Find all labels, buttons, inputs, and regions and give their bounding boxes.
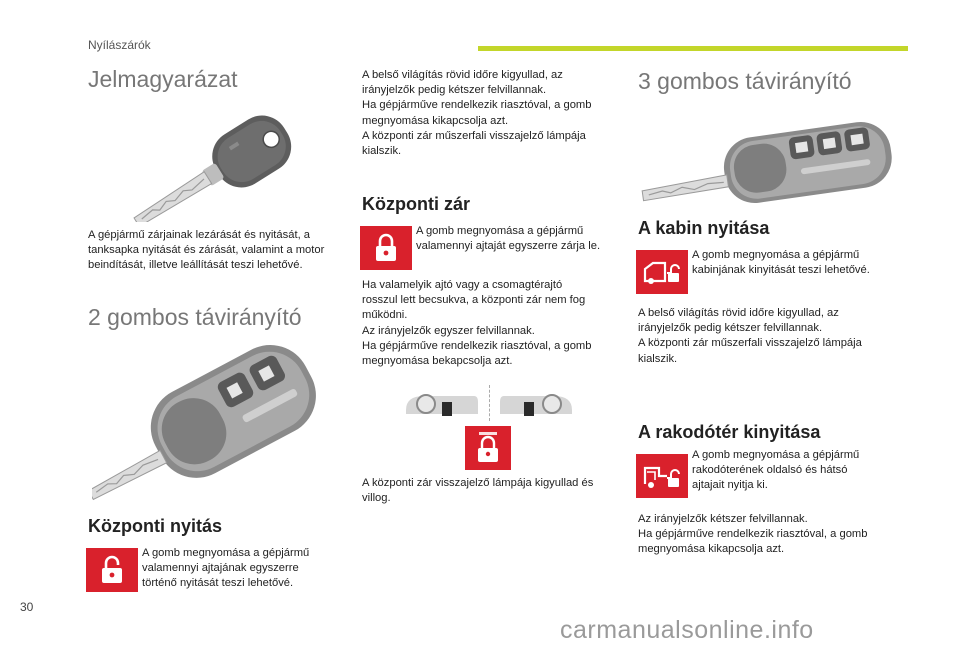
cab-unlock-description: A gomb megnyomása a gépjármű kabinjának kinyitását teszi lehetővé.: [692, 249, 870, 277]
cargo-unlock-icon: [636, 454, 688, 498]
unlock-description: A gomb megnyomása a gépjármű valamennyi ajtajának egyszerre történő nyitását teszi lehetővé.: [142, 547, 310, 590]
lock-detail-text: Ha valamelyik ajtó vagy a csomagtérajtó rosszul lett becsukva, a központi zár nem fog működni. Az irányjelzők egyszer felvillannak. Ha gépjárműve rendelkezik riasztóval, a gomb megnyomása bekapcsolja azt.: [362, 279, 592, 368]
indicator-text: A központi zár visszajelző lámpája kigyullad és villog.: [362, 477, 594, 505]
cargo-unlock-description: A gomb megnyomása a gépjármű rakodóterének oldalsó és hátsó ajtajait nyitja ki.: [692, 449, 860, 492]
title-central-lock: Központi zár: [362, 194, 470, 214]
title-legend: Jelmagyarázat: [88, 66, 238, 92]
watermark: carmanualsonline.info: [560, 616, 814, 644]
dashboard-divider: [489, 385, 490, 421]
lock-indicator-icon: [465, 426, 511, 470]
title-cab-unlock: A kabin nyitása: [638, 218, 770, 238]
title-3-button-remote: 3 gombos távirányító: [638, 68, 852, 94]
lock-icon: [360, 226, 412, 270]
unlock-effects-text: A belső világítás rövid időre kigyullad, az irányjelzők pedig kétszer felvillannak. Ha gépjárműve rendelkezik riasztóval, a gomb megnyomása kikapcsolja azt. A központi zár műszerfali visszajelző lámpája kialszik.: [362, 69, 592, 158]
remote-2-button-illustration: [92, 342, 332, 506]
cab-unlock-icon: [636, 250, 688, 294]
header-accent-rule: [478, 46, 908, 51]
key-illustration: [118, 100, 318, 222]
section-label: Nyílászárók: [88, 38, 151, 52]
cab-unlock-detail: A belső világítás rövid időre kigyullad, az irányjelzők pedig kétszer felvillannak. A központi zár műszerfali visszajelző lámpája kialszik.: [638, 307, 862, 365]
page-number: 30: [20, 600, 34, 614]
title-2-button-remote: 2 gombos távirányító: [88, 304, 302, 330]
remote-3-button-illustration: [640, 120, 900, 210]
title-central-unlock: Központi nyitás: [88, 516, 222, 536]
legend-intro: A gépjármű zárjainak lezárását és nyitását, a tanksapka nyitását és zárását, valamint a motor beindítását, illetve leállítását teszi lehetővé.: [88, 229, 325, 272]
cargo-unlock-detail: Az irányjelzők kétszer felvillannak. Ha gépjárműve rendelkezik riasztóval, a gomb megnyomása kikapcsolja azt.: [638, 513, 868, 556]
lock-description: A gomb megnyomása a gépjármű valamennyi ajtaját egyszerre zárja le.: [416, 225, 601, 253]
title-cargo-unlock: A rakodótér kinyitása: [638, 422, 821, 442]
unlock-icon: [86, 548, 138, 592]
